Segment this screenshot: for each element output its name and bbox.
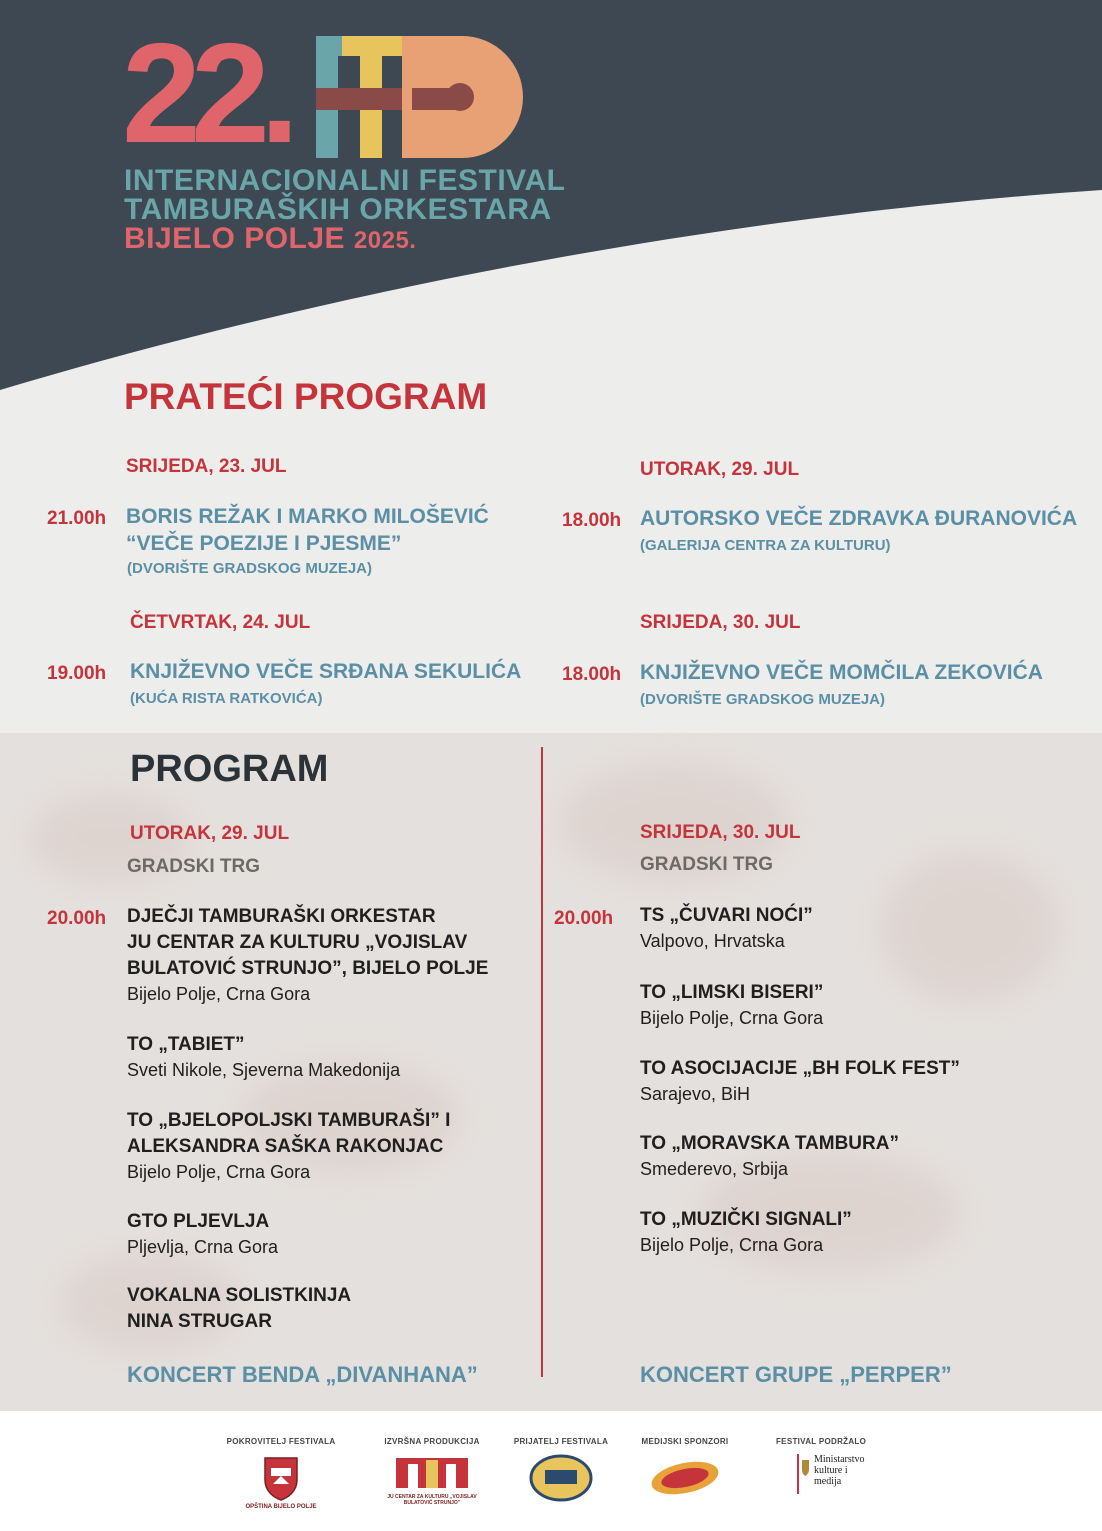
prateci-day: UTORAK, 29. JUL [640, 459, 800, 480]
performer [640, 903, 1060, 953]
radio-bijelo-polje-logo-icon [647, 1454, 723, 1498]
performer-city: Bijelo Polje, Crna Gora [640, 1008, 824, 1028]
performer [127, 1032, 547, 1082]
performer [640, 1131, 1060, 1181]
event-title-line: BORIS REŽAK I MARKO MILOŠEVIĆ [126, 505, 489, 528]
performer [640, 1207, 1060, 1257]
sponsor-media [640, 1437, 730, 1498]
ministry-name [814, 1454, 865, 1487]
performer-name-line: TS „ČUVARI NOĆI” [640, 905, 813, 926]
sponsor-municipality [226, 1437, 336, 1510]
performer-name-line: TO ASOCIJACIJE „BH FOLK FEST” [640, 1058, 960, 1079]
sponsor-label: PRIJATELJ FESTIVALA [513, 1437, 609, 1446]
performer [640, 980, 1060, 1030]
performer-name-line: TO „MUZIČKI SIGNALI” [640, 1209, 852, 1230]
sponsor-ministry [776, 1437, 866, 1494]
performer-city: Smederevo, Srbija [640, 1159, 789, 1179]
program-place: GRADSKI TRG [640, 854, 773, 875]
performer-name-line: BULATOVIĆ STRUNJO”, BIJELO POLJE [127, 958, 489, 979]
festival-city: BIJELO POLJE [124, 222, 346, 255]
performer-city: Sarajevo, BiH [640, 1084, 751, 1104]
prateci-event-title [640, 659, 1043, 686]
performer-city: Bijelo Polje, Crna Gora [127, 984, 311, 1004]
performer-name-line: DJEČJI TAMBURAŠKI ORKESTAR [127, 906, 436, 927]
sponsor-friend [512, 1437, 610, 1502]
ministry-name-line: medija [814, 1476, 842, 1487]
prateci-program-title: PRATEĆI PROGRAM [124, 376, 488, 417]
performer-name-line: TO „MORAVSKA TAMBURA” [640, 1133, 899, 1154]
festival-name-line-1: INTERNACIONALNI FESTIVAL [124, 164, 566, 197]
culture-centre-logo-icon [394, 1454, 470, 1492]
performer-city: Valpovo, Hrvatska [640, 931, 785, 951]
program-place: GRADSKI TRG [127, 856, 260, 877]
performer-name-line: NINA STRUGAR [127, 1311, 272, 1332]
prateci-venue: (GALERIJA CENTRA ZA KULTURU) [640, 537, 891, 554]
performer [127, 1209, 547, 1259]
friend-festival-badge-icon [529, 1454, 593, 1502]
prateci-day: SRIJEDA, 23. JUL [126, 456, 287, 477]
sponsor-label: IZVRŠNA PRODUKCIJA [384, 1437, 480, 1446]
performer-city: Pljevlja, Crna Gora [127, 1237, 279, 1257]
performer-name-line: GTO PLJEVLJA [127, 1211, 270, 1232]
prateci-venue: (DVORIŠTE GRADSKOG MUZEJA) [127, 560, 373, 577]
performer-name-line: JU CENTAR ZA KULTURU „VOJISLAV [127, 932, 468, 953]
concert-headline: KONCERT GRUPE „PERPER” [640, 1362, 952, 1387]
prateci-time: 18.00h [562, 664, 622, 685]
ministry-name-line: kulture i [814, 1465, 848, 1476]
program-day: UTORAK, 29. JUL [130, 823, 290, 844]
performer [127, 1283, 547, 1335]
program-day: SRIJEDA, 30. JUL [640, 822, 801, 843]
performer-name-line: VOKALNA SOLISTKINJA [127, 1285, 352, 1306]
ministry-logo [796, 1454, 866, 1494]
performer-city: Sveti Nikole, Sjeverna Makedonija [127, 1060, 401, 1080]
sponsor-label: POKROVITELJ FESTIVALA [226, 1437, 336, 1446]
prateci-event-title [130, 658, 521, 685]
prateci-day: SRIJEDA, 30. JUL [640, 612, 801, 633]
performer-name-line: TO „LIMSKI BISERI” [640, 982, 824, 1003]
performer [127, 904, 547, 1006]
performer [127, 1108, 547, 1184]
ifto-logo-icon [312, 32, 552, 162]
program-time: 20.00h [47, 908, 107, 929]
event-title-line: KNJIŽEVNO VEČE MOMČILA ZEKOVIĆA [640, 661, 1043, 684]
concert-headline: KONCERT BENDA „DIVANHANA” [127, 1362, 478, 1387]
performer-name-line: TO „BJELOPOLJSKI TAMBURAŠI” I [127, 1110, 451, 1131]
performer-name-line: TO „TABIET” [127, 1034, 245, 1055]
performer [640, 1056, 1060, 1106]
performer-name-line: ALEKSANDRA SAŠKA RAKONJAC [127, 1136, 444, 1157]
ministry-crest-icon [796, 1454, 810, 1494]
festival-logo [122, 14, 542, 173]
event-title-line: AUTORSKO VEČE ZDRAVKA ĐURANOVIĆA [640, 507, 1078, 530]
prateci-time: 18.00h [562, 510, 622, 531]
sponsor-label: FESTIVAL PODRŽALO [776, 1437, 867, 1446]
event-title-line: KNJIŽEVNO VEČE SRĐANA SEKULIĆA [130, 660, 522, 683]
sponsor-label: MEDIJSKI SPONZORI [641, 1437, 729, 1446]
event-title-line: “VEČE POEZIJE I PJESME” [126, 532, 402, 555]
prateci-event-title [640, 505, 1077, 532]
sponsor-caption: OPŠTINA BIJELO POLJE [245, 1504, 317, 1510]
prateci-time: 21.00h [47, 508, 107, 529]
sponsor-production [374, 1437, 490, 1506]
ministry-name-line: Ministarstvo [814, 1454, 865, 1465]
edition-number: 22. [122, 14, 290, 173]
program-time: 20.00h [554, 908, 614, 929]
prateci-event-title [126, 503, 489, 557]
festival-name-line-2: TAMBURAŠKIH ORKESTARA [124, 193, 552, 226]
prateci-day: ČETVRTAK, 24. JUL [130, 612, 311, 633]
municipality-crest-icon [261, 1454, 301, 1502]
sponsor-caption: JU CENTAR ZA KULTURU „VOJISLAV BULATOVIĆ STRUNJO” [387, 1494, 477, 1506]
prateci-venue: (DVORIŠTE GRADSKOG MUZEJA) [640, 691, 886, 708]
festival-year: 2025. [353, 227, 417, 254]
program-title: PROGRAM [130, 748, 329, 790]
festival-city-year [124, 224, 416, 256]
performer-city: Bijelo Polje, Crna Gora [640, 1235, 824, 1255]
prateci-time: 19.00h [47, 663, 107, 684]
prateci-venue: (KUĆA RISTA RATKOVIĆA) [130, 690, 323, 707]
performer-city: Bijelo Polje, Crna Gora [127, 1162, 311, 1182]
